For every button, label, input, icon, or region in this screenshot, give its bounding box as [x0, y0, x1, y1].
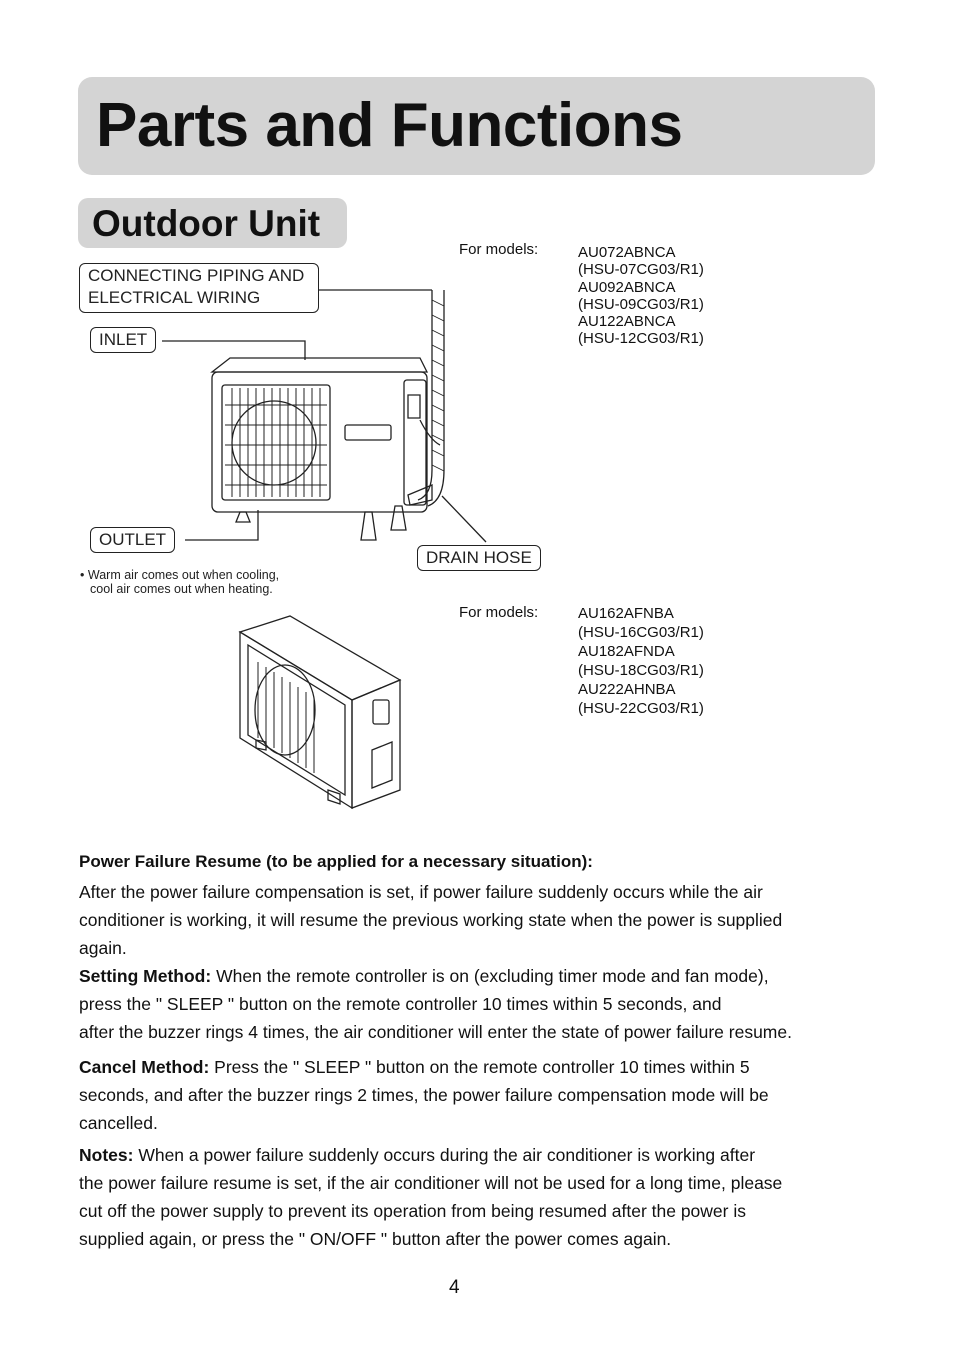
page-number: 4 [449, 1277, 460, 1298]
models-list-2 [578, 604, 704, 718]
outdoor-unit-1-drawing [212, 358, 432, 540]
drain-hose-label: DRAIN HOSE [417, 545, 541, 571]
models-label-1: For models: [459, 241, 539, 258]
airflow-note: • Warm air comes out when cooling, cool air comes out when heating. [80, 568, 280, 596]
bullet-icon: • [80, 568, 85, 582]
cancel-method-paragraph: Cancel Method: Press the " SLEEP " button on the remote controller 10 times within 5 seconds, and after the buzzer rings 2 times, the power failure compensation mode will be cancelled. [79, 1057, 769, 1133]
piping-label: CONNECTING PIPING AND ELECTRICAL WIRING [79, 263, 319, 313]
model-item: (HSU-18CG03/R1) [578, 662, 704, 679]
page-title: Parts and Functions [96, 91, 683, 160]
models-list-1 [578, 244, 704, 348]
notes-paragraph: Notes: When a power failure suddenly occurs during the air conditioner is working after the power failure resume is set, if the air conditioner will not be used for a long time, please cut off the power supply to prevent its operation from being resumed after the power is supplied again, or press the " ON/OFF " button after the power comes again. [79, 1145, 783, 1249]
model-item: (HSU-16CG03/R1) [578, 624, 704, 641]
inlet-label: INLET [90, 327, 156, 353]
models-label-2: For models: [459, 604, 539, 621]
section-title: Outdoor Unit [92, 203, 321, 244]
setting-method-label: Setting Method: [79, 966, 212, 986]
model-item: (HSU-12CG03/R1) [578, 330, 704, 348]
model-item: AU092ABNCA [578, 278, 676, 296]
pfr-paragraph: After the power failure compensation is set, if power failure suddenly occurs while the air conditioner is working, it will resume the previous working state when the power is supplied again. [79, 882, 783, 958]
model-item: AU072ABNCA [578, 244, 676, 261]
model-item: AU122ABNCA [578, 313, 676, 331]
notes-label: Notes: [79, 1145, 134, 1165]
pfr-heading: Power Failure Resume (to be applied for a necessary situation): [79, 852, 593, 871]
model-item: AU182AFNDA [578, 643, 675, 660]
model-item: AU162AFNBA [578, 605, 674, 622]
model-item: (HSU-22CG03/R1) [578, 700, 704, 717]
outlet-label: OUTLET [90, 527, 175, 553]
model-item: AU222AHNBA [578, 681, 676, 698]
outdoor-unit-2-drawing [240, 616, 400, 808]
setting-method-paragraph: Setting Method: When the remote controller is on (excluding timer mode and fan mode), press the " SLEEP " button on the remote controller 10 times within 5 seconds, and after the buzzer rings 4 times, the air conditioner will enter the state of power failure resume. [79, 966, 792, 1042]
cancel-method-label: Cancel Method: [79, 1057, 210, 1077]
model-item: (HSU-07CG03/R1) [578, 261, 704, 279]
model-item: (HSU-09CG03/R1) [578, 295, 704, 313]
